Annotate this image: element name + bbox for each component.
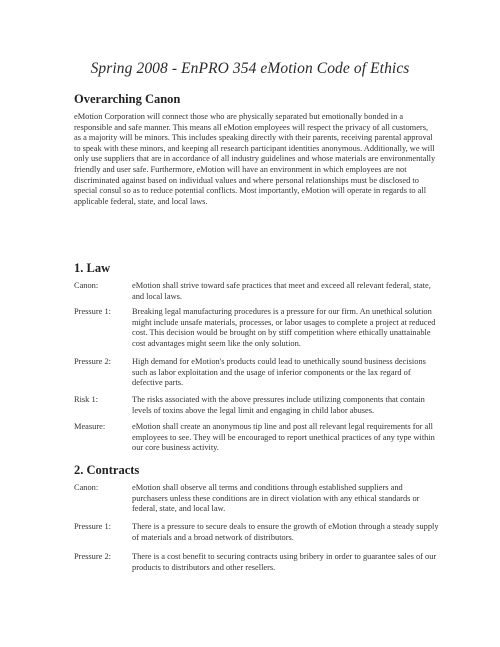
row-text: High demand for eMotion's products could lead to unethically sound business decisions such as labor exploitation and the usage of inferior components or the lax regard of defective parts. xyxy=(132,357,426,388)
row-text: There is a cost benefit to securing contracts using bribery in order to guarantee sales of our products to distributors and other resellers. xyxy=(132,552,437,572)
row-text: eMotion shall strive toward safe practices that meet and exceed all relevant federal, state, and local laws. xyxy=(132,281,431,301)
row-label: Pressure 2: xyxy=(74,357,111,366)
row-label: Pressure 2: xyxy=(74,552,111,561)
law-heading: 1. Law xyxy=(74,261,111,275)
row-label: Canon: xyxy=(74,483,99,492)
row-text: eMotion shall observe all terms and conditions through established suppliers and purchasers unless these conditions are in direct violation with any ethical standards or federal, state, and local law. xyxy=(132,483,420,514)
row-text: There is a pressure to secure deals to ensure the growth of eMotion through a steady supply of materials and a broad network of distributors. xyxy=(132,522,439,542)
overarching-canon-text: eMotion Corporation will connect those who are physically separated but emotionally bonded in a responsible and safe manner. This means all eMotion employees will respect the privacy of all customers, as a majority will be minors. This includes speaking directly with their parents, receiving parental approval to speak with these minors, and keeping all research participant identities anonymous. Additionally, we will only use suppliers that are in accordance of all industry guidelines and whose materials are environmentally friendly and user safe. Furthermore, eMotion will have an environment in which employees are not discriminated against based on individual values and where personal relationships must be disclosed to special consul so as to reduce potential conflicts. Most importantly, eMotion will operate in regards to all applicable federal, state, and local laws. xyxy=(74,112,436,206)
row-label: Canon: xyxy=(74,281,99,290)
document-title: Spring 2008 - EnPRO 354 eMotion Code of Ethics xyxy=(90,60,410,77)
row-label: Measure: xyxy=(74,422,106,431)
row-text: The risks associated with the above pressures include utilizing components that contain levels of toxins above the legal limit and engaging in child labor abuses. xyxy=(132,395,425,415)
row-label: Pressure 1: xyxy=(74,522,111,531)
row-label: Pressure 1: xyxy=(74,307,111,316)
row-text: eMotion shall create an anonymous tip line and post all relevant legal requirements for all employees to see. They will be encouraged to report unethical practices of any type within our core business activity. xyxy=(132,422,435,453)
overarching-canon-heading: Overarching Canon xyxy=(74,92,181,106)
contracts-heading: 2. Contracts xyxy=(74,463,140,477)
row-text: Breaking legal manufacturing procedures is a pressure for our firm. An unethical solution might include unsafe materials, processes, or labor usages to complete a project at reduced cost. This decision would be brought on by stiff competition where ethically unattainable cost advantages might seem like the only solution. xyxy=(132,307,436,348)
row-label: Risk 1: xyxy=(74,395,98,404)
